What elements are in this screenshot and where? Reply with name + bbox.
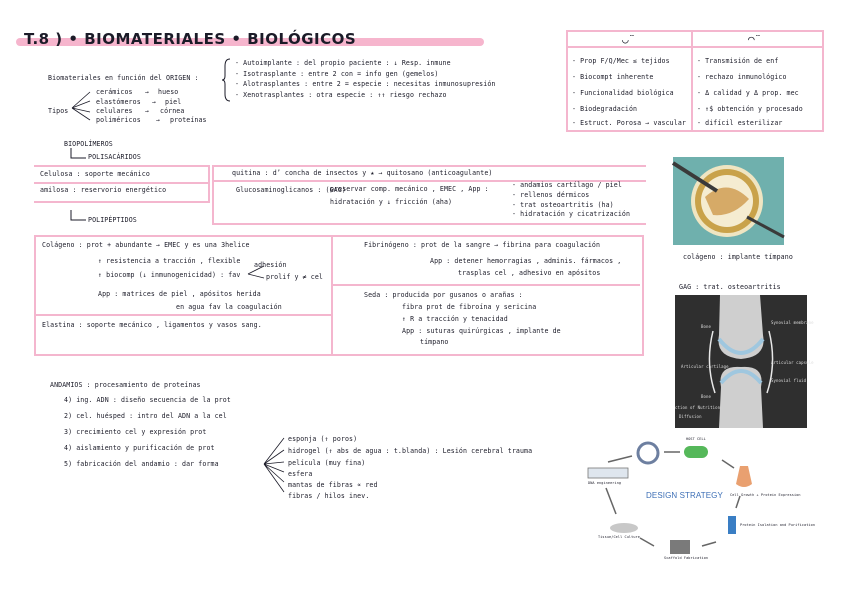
col-divider bbox=[331, 237, 333, 354]
tipo-target: proteínas bbox=[170, 116, 207, 124]
knee-label: Bone bbox=[701, 324, 712, 329]
colageno-line: en agua fav la coagulación bbox=[176, 303, 282, 311]
ds-label: Scaffold Fabrication bbox=[664, 556, 709, 560]
andamio-step: 4) ing. ADN : diseño secuencia de la prot bbox=[64, 396, 231, 404]
tipos-arrows bbox=[70, 90, 92, 124]
colageno-caption: colágeno : implante tímpano bbox=[683, 253, 793, 261]
table-divider bbox=[568, 46, 822, 48]
quitina-text: quitina : d’ concha de insectos y ★ → quitosano (anticoagulante) bbox=[232, 169, 493, 177]
gag-app: - trat osteoartritis (ha) bbox=[512, 201, 614, 209]
row-divider bbox=[332, 284, 640, 286]
scaffold-form: hidrogel (↑ abs de agua : t.blanda) : Lesión cerebral trauma bbox=[288, 447, 533, 455]
forms-arrows bbox=[262, 436, 286, 498]
fibrinogeno-line: App : detener hemorragias , adminis. fármacos , bbox=[430, 257, 622, 265]
colageno-implant-photo bbox=[673, 157, 784, 245]
design-strategy-diagram bbox=[584, 436, 816, 564]
tipo-arrow: → bbox=[156, 116, 161, 124]
row-divider bbox=[36, 314, 332, 316]
pro-item: - Estruct. Porosa → vascular bbox=[572, 119, 686, 127]
table-divider bbox=[691, 32, 693, 130]
ds-label: HOST CELL bbox=[686, 437, 706, 441]
gag-app: - andamios cartílago / piel bbox=[512, 181, 622, 189]
knee-joint-diagram bbox=[675, 295, 814, 428]
ds-label: Protein Isolation and Purification bbox=[740, 523, 816, 527]
andamio-step: 4) aislamiento y purificación de prot bbox=[64, 444, 215, 452]
andamio-step: 3) crecimiento cel y expresión prot bbox=[64, 428, 207, 436]
origin-item: - Isotrasplante : entre 2 con = info gen (gemelos) bbox=[235, 70, 439, 78]
tipo-target: hueso bbox=[158, 88, 179, 96]
gag-label: Glucosaminoglicanos : (GAG) bbox=[236, 186, 346, 194]
con-item: - ↑$ obtención y procesado bbox=[697, 105, 803, 113]
scaffold-form: fibras / hilos inev. bbox=[288, 492, 370, 500]
seda-line: ↑ R a tracción y tenacidad bbox=[402, 315, 508, 323]
seda-line: App : suturas quirúrgicas , implante de bbox=[402, 327, 561, 335]
knee-label: Synovial fluid bbox=[771, 378, 807, 383]
tipo-arrow: → bbox=[145, 107, 150, 115]
tipo-name: poliméricos bbox=[96, 116, 141, 124]
celulosa-text: Celulosa : soporte mecánico bbox=[40, 170, 150, 178]
design-strategy-title: DESIGN STRATEGY bbox=[646, 491, 723, 500]
pro-item: - Biocompt inherente bbox=[572, 73, 654, 81]
colageno-line: prolif y ≠ cel bbox=[266, 273, 323, 281]
origin-brace bbox=[222, 58, 232, 102]
polisacaridos-heading: POLISACÁRIDOS bbox=[88, 153, 141, 161]
origin-item: - Alotrasplantes : entre 2 = especie : necesitas inmunosupresión bbox=[235, 80, 496, 88]
colageno-line: Colágeno : prot + abundante → EMEC y es una 3helice bbox=[42, 241, 250, 249]
gag-caption: GAG : trat. osteoartritis bbox=[679, 283, 781, 291]
seda-line: tímpano bbox=[420, 338, 449, 346]
colageno-line: ↑ resistencia a tracción , flexible bbox=[98, 257, 241, 265]
fibrinogeno-line: Fibrinógeno : prot de la sangre → fibrina para coagulación bbox=[364, 241, 601, 249]
con-item: - difícil esterilizar bbox=[697, 119, 783, 127]
pro-item: - Funcionalidad biológica bbox=[572, 89, 674, 97]
seda-line: Seda : producida por gusanos o arañas : bbox=[364, 291, 523, 299]
gag-line: preservar comp. mecánico , EMEC , App : bbox=[330, 185, 489, 193]
knee-label: Articular cartilage bbox=[681, 364, 729, 369]
scaffold-form: película (muy fina) bbox=[288, 459, 366, 467]
ds-label: DNA engineering bbox=[588, 481, 622, 485]
andamio-step: 5) fabricación del andamio : dar forma bbox=[64, 460, 219, 468]
scaffold-form: esponja (↑ poros) bbox=[288, 435, 358, 443]
pro-item: - Prop F/Q/Mec ≤ tejidos bbox=[572, 57, 670, 65]
andamios-heading: ANDAMIOS : procesamiento de proteínas bbox=[50, 381, 201, 389]
colageno-line: ↑ biocomp (↓ inmunogenicidad) : fav bbox=[98, 271, 241, 279]
gag-line: hidratación y ↓ fricción (aha) bbox=[330, 198, 453, 206]
ds-label: Tissue/Cell Culture bbox=[598, 535, 640, 539]
tipo-name: elastómeros bbox=[96, 98, 141, 106]
tipos-label: Tipos bbox=[48, 107, 69, 115]
con-item: - rechazo inmunológico bbox=[697, 73, 787, 81]
ds-label: Cell Growth + Protein Expression bbox=[730, 493, 801, 497]
gag-app: - rellenos dérmicos bbox=[512, 191, 590, 199]
fork-arrows bbox=[246, 264, 266, 280]
tipo-name: cerámicos bbox=[96, 88, 133, 96]
knee-label: ction of Nutrition bbox=[675, 405, 721, 410]
origin-label: Biomateriales en función del ORIGEN : bbox=[48, 74, 199, 82]
knee-label: Articular capsule bbox=[771, 360, 814, 365]
scaffold-form: esfera bbox=[288, 470, 313, 478]
polipeptidos-heading: POLIPÉPTIDOS bbox=[88, 216, 137, 224]
sub-arrow bbox=[70, 148, 88, 160]
colageno-line: adhesión bbox=[254, 261, 287, 269]
colageno-line: App : matrices de piel , apósitos herida bbox=[98, 290, 261, 298]
knee-label: Bone bbox=[701, 394, 712, 399]
sad-face-icon: ◠̈ bbox=[748, 33, 755, 46]
happy-face-icon: ◡̈ bbox=[622, 33, 629, 46]
sub-arrow bbox=[70, 210, 88, 222]
tipo-arrow: → bbox=[145, 88, 150, 96]
scaffold-form: mantas de fibras ∝ red bbox=[288, 481, 378, 489]
elastina-text: Elastina : soporte mecánico , ligamentos y vasos sang. bbox=[42, 321, 262, 329]
fibrinogeno-line: trasplas cel , adhesivo en apósitos bbox=[458, 269, 601, 277]
tipo-name: celulares bbox=[96, 107, 133, 115]
con-item: - Transmisión de enf bbox=[697, 57, 779, 65]
andamio-step: 2) cel. huésped : intro del ADN a la cel bbox=[64, 412, 227, 420]
gag-app: - hidratación y cicatrización bbox=[512, 210, 631, 218]
biopolimeros-heading: BIOPOLÍMEROS bbox=[64, 140, 113, 148]
tipo-arrow: → bbox=[152, 98, 157, 106]
amilosa-text: amilosa : reservorio energético bbox=[40, 186, 167, 194]
origin-item: - Xenotrasplantes : otra especie : ↑↑ riesgo rechazo bbox=[235, 91, 447, 99]
knee-label: Synovial membrane bbox=[771, 320, 814, 325]
pro-item: - Biodegradación bbox=[572, 105, 638, 113]
origin-item: - Autoimplante : del propio paciente : ↓ Resp. inmune bbox=[235, 59, 451, 67]
tipo-target: córnea bbox=[160, 107, 185, 115]
con-item: - Δ calidad y Δ prop. mec bbox=[697, 89, 799, 97]
row-divider bbox=[34, 182, 210, 184]
seda-line: fibra prot de fibroína y sericina bbox=[402, 303, 537, 311]
knee-label: Diffusion bbox=[679, 414, 702, 419]
tipo-target: piel bbox=[165, 98, 182, 106]
page-title: T.8 ) • BIOMATERIALES • BIOLÓGICOS bbox=[24, 30, 357, 48]
